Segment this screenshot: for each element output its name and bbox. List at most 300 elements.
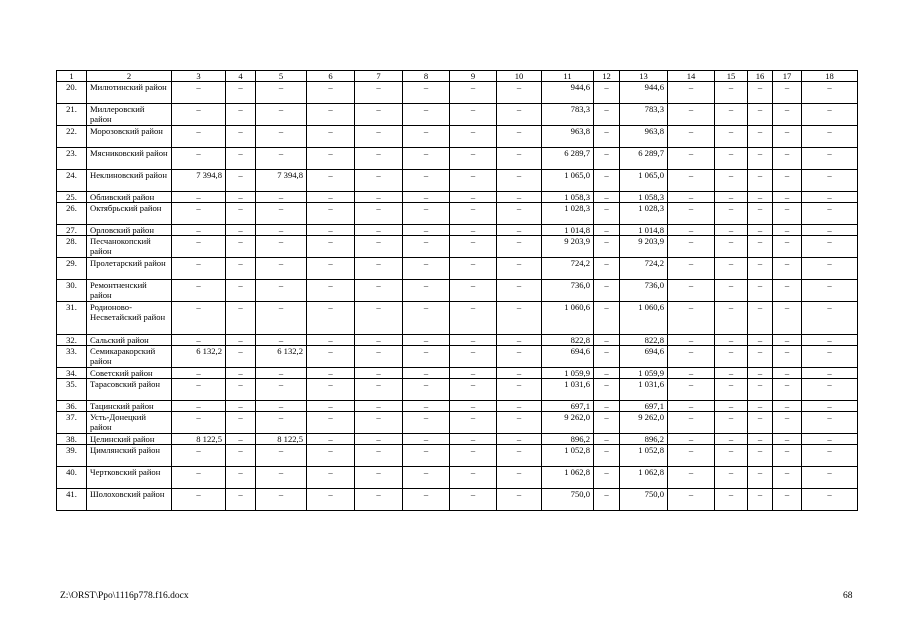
table-cell: – [256, 192, 307, 203]
table-cell: – [748, 203, 773, 225]
table-cell: – [403, 445, 450, 467]
table-cell: – [172, 467, 226, 489]
table-row [57, 445, 858, 467]
table-cell: – [802, 335, 858, 346]
table-cell: – [594, 412, 620, 434]
table-cell: 1 028,3 [542, 203, 594, 225]
table-cell: – [668, 302, 715, 335]
table-row [57, 170, 858, 192]
table-cell: – [773, 346, 802, 368]
table-cell: – [172, 148, 226, 170]
table-cell: – [307, 280, 355, 302]
table-cell: – [668, 489, 715, 511]
column-number-header: 3 [172, 71, 226, 82]
district-name: Неклиновский район [87, 170, 172, 192]
table-cell: – [773, 280, 802, 302]
table-cell: – [668, 225, 715, 236]
table-cell: – [773, 379, 802, 401]
table-cell: – [256, 225, 307, 236]
table-cell: – [355, 379, 403, 401]
table-cell: – [355, 225, 403, 236]
table-cell: – [172, 489, 226, 511]
table-cell: 963,8 [542, 126, 594, 148]
table-cell: – [668, 467, 715, 489]
table-cell: – [307, 148, 355, 170]
table-cell: – [594, 401, 620, 412]
table-cell: – [802, 434, 858, 445]
table-cell: – [668, 126, 715, 148]
table-cell: 694,6 [542, 346, 594, 368]
table-cell: – [594, 489, 620, 511]
district-name: Ремонтненский район [87, 280, 172, 302]
table-row [57, 489, 858, 511]
table-cell: – [715, 401, 748, 412]
row-number: 30. [57, 280, 87, 302]
table-cell: – [256, 379, 307, 401]
table-cell: – [403, 368, 450, 379]
table-cell: – [715, 335, 748, 346]
table-row [57, 236, 858, 258]
table-cell: – [668, 258, 715, 280]
table-cell: – [748, 302, 773, 335]
table-cell: – [403, 148, 450, 170]
table-cell: 736,0 [620, 280, 668, 302]
table-cell: – [256, 335, 307, 346]
table-cell: – [307, 412, 355, 434]
table-cell: 1 031,6 [542, 379, 594, 401]
table-cell: – [226, 225, 256, 236]
table-cell: 896,2 [542, 434, 594, 445]
table-cell: – [668, 192, 715, 203]
table-cell: – [748, 82, 773, 104]
table-cell: – [497, 379, 542, 401]
row-number: 41. [57, 489, 87, 511]
table-cell: – [773, 126, 802, 148]
column-number-header: 15 [715, 71, 748, 82]
district-name: Цимлянский район [87, 445, 172, 467]
table-cell: – [715, 489, 748, 511]
table-cell: – [403, 225, 450, 236]
table-cell: – [450, 192, 497, 203]
table-cell: – [450, 401, 497, 412]
district-name: Усть-Донецкий район [87, 412, 172, 434]
page-number: 68 [843, 591, 853, 601]
table-cell: – [497, 225, 542, 236]
table-cell: – [172, 203, 226, 225]
table-cell: – [497, 236, 542, 258]
row-number: 32. [57, 335, 87, 346]
table-cell: – [715, 467, 748, 489]
table-cell: – [715, 258, 748, 280]
table-cell: – [403, 258, 450, 280]
table-cell: – [748, 445, 773, 467]
table-cell: – [715, 302, 748, 335]
district-name: Советский район [87, 368, 172, 379]
row-number: 25. [57, 192, 87, 203]
table-cell: – [594, 192, 620, 203]
table-cell: – [773, 170, 802, 192]
table-cell: – [226, 82, 256, 104]
table-cell: – [773, 236, 802, 258]
table-cell: – [802, 258, 858, 280]
table-cell: – [403, 401, 450, 412]
row-number: 21. [57, 104, 87, 126]
column-number-header: 6 [307, 71, 355, 82]
table-row [57, 412, 858, 434]
table-cell: – [497, 489, 542, 511]
table-cell: – [715, 192, 748, 203]
table-cell: – [450, 445, 497, 467]
table-cell: – [450, 170, 497, 192]
district-name: Чертковский район [87, 467, 172, 489]
table-header-row [57, 71, 858, 82]
table-cell: – [450, 280, 497, 302]
table-cell: 1 062,8 [620, 467, 668, 489]
table-cell: – [715, 346, 748, 368]
district-name: Морозовский район [87, 126, 172, 148]
table-cell: – [450, 126, 497, 148]
table-cell: – [715, 203, 748, 225]
table-cell: – [172, 401, 226, 412]
table-cell: – [403, 280, 450, 302]
table-cell: – [748, 489, 773, 511]
table-cell: – [773, 82, 802, 104]
table-cell: – [450, 467, 497, 489]
table-cell: 9 262,0 [542, 412, 594, 434]
table-cell: – [802, 225, 858, 236]
table-cell: – [748, 170, 773, 192]
table-cell: – [748, 280, 773, 302]
row-number: 35. [57, 379, 87, 401]
table-row [57, 401, 858, 412]
column-number-header: 13 [620, 71, 668, 82]
table-cell: – [172, 225, 226, 236]
table-cell: – [226, 489, 256, 511]
table-cell: – [307, 170, 355, 192]
table-cell: 7 394,8 [172, 170, 226, 192]
column-number-header: 7 [355, 71, 403, 82]
table-cell: – [668, 401, 715, 412]
table-cell: – [773, 148, 802, 170]
row-number: 24. [57, 170, 87, 192]
table-cell: – [403, 203, 450, 225]
table-cell: – [450, 148, 497, 170]
table-cell: – [450, 346, 497, 368]
table-cell: – [594, 335, 620, 346]
footer-file-path: Z:\ORST\Ppo\1116p778.f16.docx [60, 591, 189, 601]
row-number: 37. [57, 412, 87, 434]
table-cell: – [802, 489, 858, 511]
table-cell: – [256, 467, 307, 489]
table-cell: – [256, 258, 307, 280]
table-cell: – [715, 280, 748, 302]
table-cell: – [172, 412, 226, 434]
table-cell: – [450, 379, 497, 401]
table-cell: – [715, 379, 748, 401]
table-cell: – [355, 170, 403, 192]
table-cell: – [355, 489, 403, 511]
table-cell: 1 058,3 [620, 192, 668, 203]
table-cell: – [403, 467, 450, 489]
district-name: Миллеровский район [87, 104, 172, 126]
district-name: Тацинский район [87, 401, 172, 412]
table-cell: – [226, 434, 256, 445]
table-cell: – [450, 412, 497, 434]
table-cell: – [172, 126, 226, 148]
table-cell: – [403, 379, 450, 401]
table-cell: – [256, 104, 307, 126]
table-cell: 1 065,0 [542, 170, 594, 192]
table-cell: – [450, 203, 497, 225]
table-row [57, 148, 858, 170]
table-cell: – [594, 258, 620, 280]
table-cell: – [172, 258, 226, 280]
table-cell: – [773, 258, 802, 280]
table-cell: – [226, 192, 256, 203]
table-cell: 963,8 [620, 126, 668, 148]
table-cell: – [172, 335, 226, 346]
table-cell: – [773, 302, 802, 335]
table-cell: – [226, 236, 256, 258]
table-cell: – [355, 434, 403, 445]
table-cell: – [773, 335, 802, 346]
table-cell: 822,8 [620, 335, 668, 346]
table-cell: – [668, 379, 715, 401]
table-cell: – [256, 236, 307, 258]
table-cell: – [748, 434, 773, 445]
table-cell: – [226, 335, 256, 346]
row-number: 22. [57, 126, 87, 148]
table-cell: – [594, 346, 620, 368]
table-cell: – [307, 401, 355, 412]
district-name: Песчанокопский район [87, 236, 172, 258]
table-cell: 697,1 [620, 401, 668, 412]
table-cell: – [307, 346, 355, 368]
table-cell: – [403, 434, 450, 445]
table-cell: – [715, 412, 748, 434]
district-name: Мясниковский район [87, 148, 172, 170]
table-cell: – [450, 225, 497, 236]
table-cell: – [668, 434, 715, 445]
table-cell: – [497, 170, 542, 192]
table-cell: – [226, 203, 256, 225]
table-cell: – [668, 104, 715, 126]
table-cell: – [715, 126, 748, 148]
table-cell: – [256, 82, 307, 104]
row-number: 33. [57, 346, 87, 368]
table-cell: – [172, 302, 226, 335]
table-cell: – [355, 412, 403, 434]
table-cell: – [594, 126, 620, 148]
table-cell: – [497, 302, 542, 335]
table-cell: – [307, 434, 355, 445]
column-number-header: 1 [57, 71, 87, 82]
table-cell: – [226, 401, 256, 412]
table-row [57, 104, 858, 126]
row-number: 39. [57, 445, 87, 467]
table-cell: – [307, 82, 355, 104]
table-cell: – [403, 302, 450, 335]
table-cell: – [594, 379, 620, 401]
table-cell: – [355, 192, 403, 203]
column-number-header: 17 [773, 71, 802, 82]
table-cell: – [748, 346, 773, 368]
table-cell: – [773, 467, 802, 489]
column-number-header: 2 [87, 71, 172, 82]
table-cell: – [226, 346, 256, 368]
table-cell: – [450, 368, 497, 379]
table-cell: 9 262,0 [620, 412, 668, 434]
table-row [57, 467, 858, 489]
table-row [57, 225, 858, 236]
table-cell: – [802, 104, 858, 126]
table-cell: – [307, 225, 355, 236]
column-number-header: 4 [226, 71, 256, 82]
table-row [57, 302, 858, 335]
table-cell: – [668, 368, 715, 379]
table-cell: – [748, 104, 773, 126]
table-cell: – [668, 412, 715, 434]
district-name: Родионово-Несветайский район [87, 302, 172, 335]
table-cell: – [748, 401, 773, 412]
table-cell: – [715, 434, 748, 445]
table-cell: – [256, 280, 307, 302]
table-cell: – [172, 82, 226, 104]
table-cell: – [355, 467, 403, 489]
table-cell: – [226, 126, 256, 148]
table-cell: – [715, 104, 748, 126]
table-cell: – [403, 192, 450, 203]
table-cell: – [594, 82, 620, 104]
table-cell: – [450, 258, 497, 280]
column-number-header: 10 [497, 71, 542, 82]
column-number-header: 18 [802, 71, 858, 82]
table-cell: – [226, 104, 256, 126]
table-cell: – [594, 104, 620, 126]
table-row [57, 368, 858, 379]
table-cell: – [594, 467, 620, 489]
table-cell: 1 062,8 [542, 467, 594, 489]
table-cell: – [355, 126, 403, 148]
table-cell: 8 122,5 [256, 434, 307, 445]
table-cell: – [748, 368, 773, 379]
table-cell: – [802, 346, 858, 368]
table-cell: 736,0 [542, 280, 594, 302]
table-cell: – [715, 445, 748, 467]
table-cell: – [668, 82, 715, 104]
row-number: 38. [57, 434, 87, 445]
table-cell: – [748, 379, 773, 401]
row-number: 20. [57, 82, 87, 104]
table-row [57, 192, 858, 203]
table-cell: – [403, 346, 450, 368]
table-cell: – [172, 379, 226, 401]
table-cell: – [497, 335, 542, 346]
table-cell: – [594, 302, 620, 335]
table-cell: – [594, 225, 620, 236]
table-cell: – [497, 203, 542, 225]
table-cell: – [403, 335, 450, 346]
table-cell: – [450, 236, 497, 258]
table-cell: – [172, 280, 226, 302]
table-cell: – [748, 258, 773, 280]
table-cell: – [403, 104, 450, 126]
table-cell: – [355, 368, 403, 379]
table-cell: – [355, 236, 403, 258]
table-cell: – [307, 368, 355, 379]
table-cell: – [256, 148, 307, 170]
table-cell: 750,0 [542, 489, 594, 511]
table-cell: – [355, 280, 403, 302]
table-cell: 1 052,8 [542, 445, 594, 467]
table-row [57, 379, 858, 401]
row-number: 27. [57, 225, 87, 236]
table-cell: – [594, 236, 620, 258]
table-cell: – [450, 335, 497, 346]
table-cell: – [355, 302, 403, 335]
table-cell: – [307, 489, 355, 511]
table-cell: – [226, 445, 256, 467]
table-cell: 783,3 [620, 104, 668, 126]
table-cell: – [594, 148, 620, 170]
table-cell: – [403, 236, 450, 258]
district-name: Целинский район [87, 434, 172, 445]
table-row [57, 126, 858, 148]
table-cell: – [802, 445, 858, 467]
table-cell: – [355, 346, 403, 368]
table-cell: – [668, 346, 715, 368]
table-cell: – [403, 170, 450, 192]
table-cell: – [802, 368, 858, 379]
table-cell: – [256, 368, 307, 379]
table-cell: – [172, 445, 226, 467]
table-cell: – [773, 489, 802, 511]
table-cell: 6 289,7 [542, 148, 594, 170]
table-cell: – [773, 203, 802, 225]
table-cell: 694,6 [620, 346, 668, 368]
table-cell: – [450, 104, 497, 126]
table-cell: – [802, 148, 858, 170]
column-number-header: 5 [256, 71, 307, 82]
table-cell: – [773, 225, 802, 236]
table-cell: – [497, 258, 542, 280]
row-number: 26. [57, 203, 87, 225]
table-cell: – [307, 302, 355, 335]
table-cell: – [715, 82, 748, 104]
table-row [57, 346, 858, 368]
table-cell: – [748, 335, 773, 346]
table-cell: – [256, 126, 307, 148]
column-number-header: 11 [542, 71, 594, 82]
table-cell: – [668, 335, 715, 346]
table-cell: 1 065,0 [620, 170, 668, 192]
column-number-header: 16 [748, 71, 773, 82]
table-cell: – [226, 170, 256, 192]
table-cell: – [256, 401, 307, 412]
table-cell: – [226, 302, 256, 335]
table-cell: – [403, 489, 450, 511]
table-cell: – [307, 104, 355, 126]
table-cell: – [594, 434, 620, 445]
row-number: 36. [57, 401, 87, 412]
table-cell: – [497, 434, 542, 445]
table-cell: – [802, 192, 858, 203]
table-cell: – [715, 236, 748, 258]
table-cell: – [802, 467, 858, 489]
column-number-header: 12 [594, 71, 620, 82]
table-cell: – [355, 203, 403, 225]
table-cell: – [497, 368, 542, 379]
